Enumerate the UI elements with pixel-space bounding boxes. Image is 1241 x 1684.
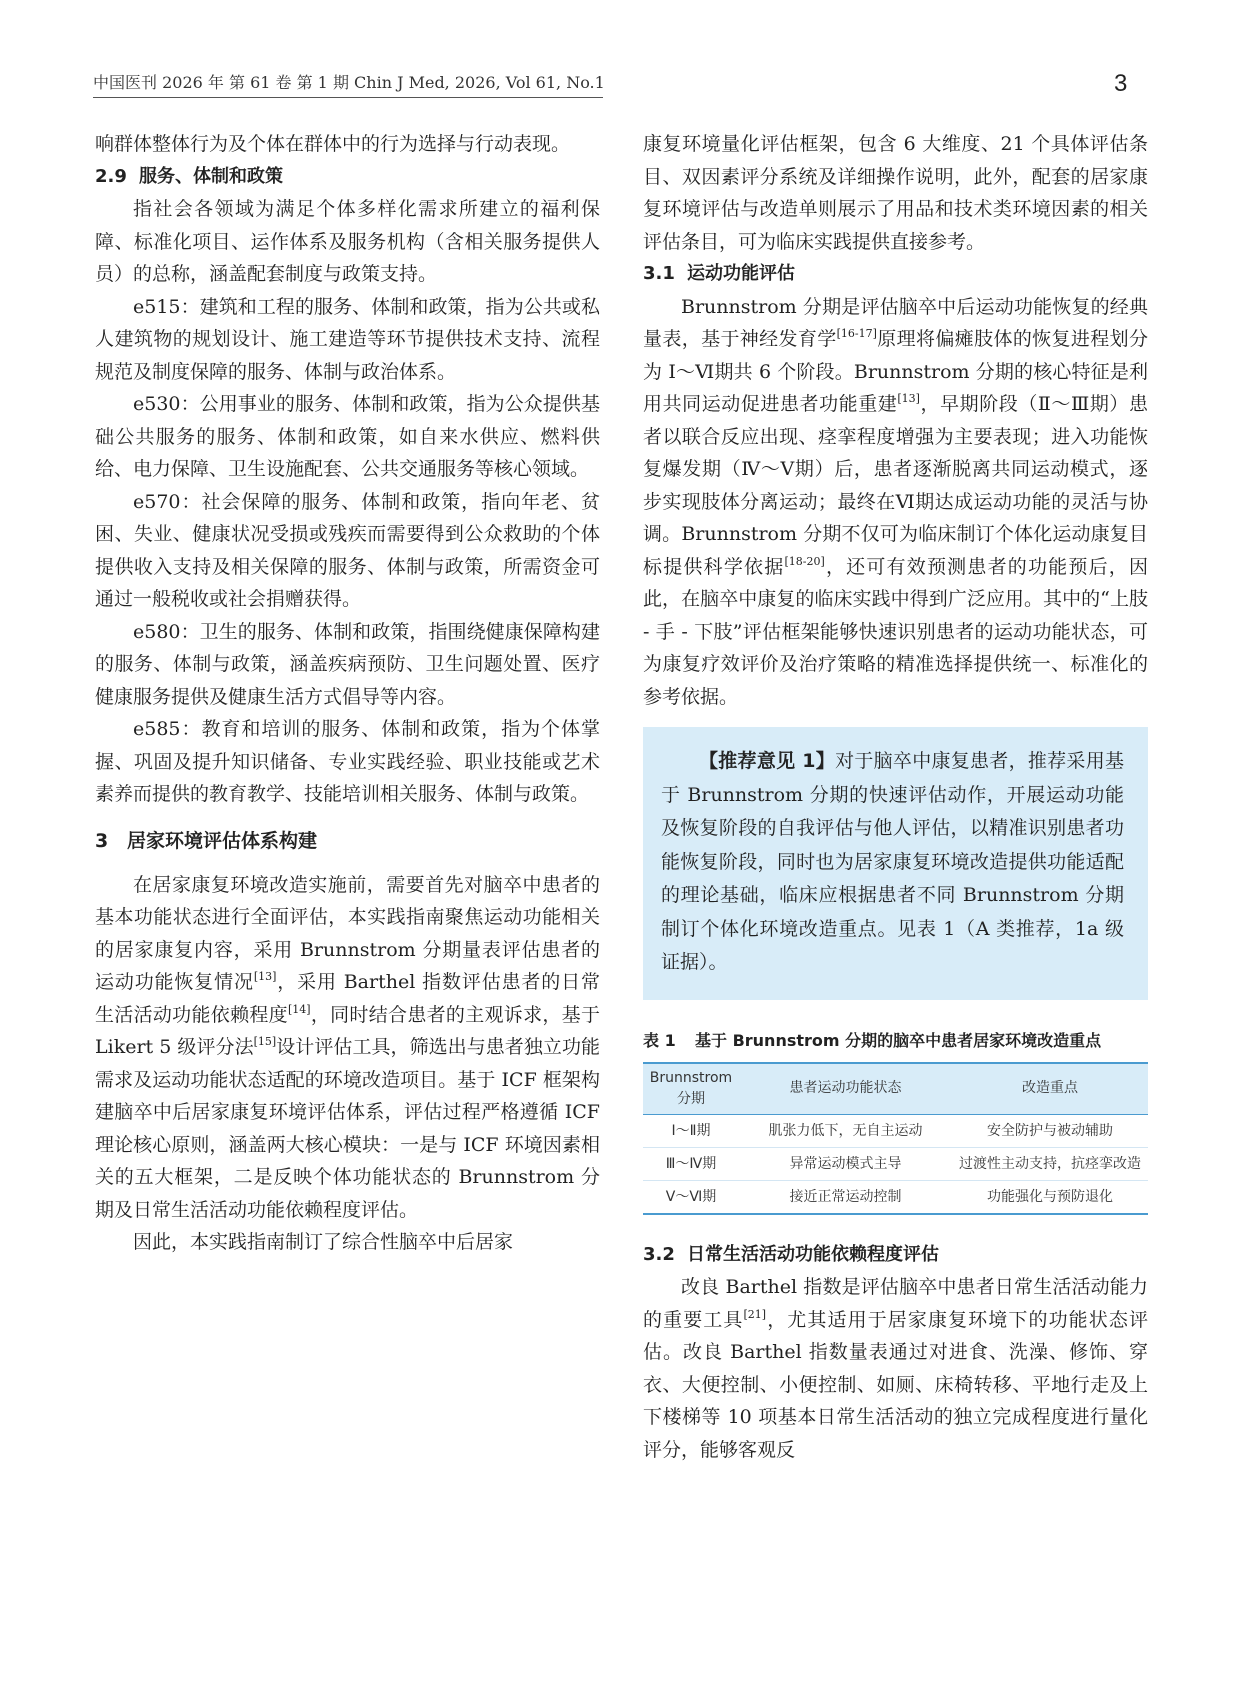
table-cell: 肌张力低下，无自主运动	[739, 1114, 952, 1147]
citation: [16-17]	[836, 327, 877, 340]
table-cell: Ⅲ～Ⅳ期	[643, 1147, 739, 1180]
paragraph-barthel	[643, 1271, 1148, 1466]
table-title: 基于 Brunnstrom 分期的脑卒中患者居家环境改造重点	[695, 1030, 1102, 1050]
paragraph-e580: e580：卫生的服务、体制和政策，指围绕健康保障构建的服务、体制与政策，涵盖疾病预防、卫生问题处置、医疗健康服务提供及健康生活方式倡导等内容。	[95, 620, 600, 708]
right-column	[643, 128, 1148, 1466]
section-number: 2.9	[95, 165, 127, 187]
table-cell: 接近正常运动控制	[739, 1180, 952, 1214]
paragraph-e515: e515：建筑和工程的服务、体制和政策，指为公共或私人建筑物的规划设计、施工建造等环节提供技术支持、流程规范及制度保障的服务、体制与政治体系。	[95, 295, 600, 383]
text-run: ，还可有效预测患者的功能预后，因此，在脑卒中康复的临床实践中得到广泛应用。其中的“上肢 - 手 - 下肢”评估框架能够快速识别患者的运动功能状态，可为康复疗效评价及治疗策略的精准选择提供统一、标准化的参考依据。	[643, 555, 1148, 708]
table-cell: 异常运动模式主导	[739, 1147, 952, 1180]
table-caption	[643, 1030, 1148, 1052]
citation: [18-20]	[784, 554, 825, 568]
text-run: 在居家康复环境改造实施前，需要首先对脑卒中患者的基本功能状态进行全面评估，本实践指南聚焦运动功能相关的居家康复内容，采用 Brunnstrom 分期量表评估患者的运动功能恢复情况	[95, 873, 600, 993]
section-title: 居家环境评估体系构建	[127, 829, 318, 852]
text-run: 设计评估工具，筛选出与患者独立功能需求及运动功能状态适配的环境改造项目。基于 ICF 框架构建脑卒中后居家康复环境评估体系，评估过程严格遵循 ICF 理论核心原则，涵盖两大核心模块：一是与 ICF 环境因素相关的五大框架，二是反映个体功能状态的 Brunnstrom 分期及日常生活活动功能依赖程度评估。	[95, 1036, 600, 1221]
table-row	[643, 1147, 1148, 1180]
paragraph-assessment-intro	[95, 869, 600, 1227]
paragraph-brunnstrom	[643, 291, 1148, 714]
text-run: ，同时结合患者的主观诉求，基于 Likert 5 级评分法	[95, 1003, 600, 1058]
table-cell: 功能强化与预防退化	[952, 1180, 1148, 1214]
citation: [15]	[253, 1035, 277, 1048]
text-run: ，早期阶段（Ⅱ～Ⅲ期）患者以联合反应出现、痉挛程度增强为主要表现；进入功能恢复爆发期（Ⅳ～Ⅴ期）后，患者逐渐脱离共同运动模式，逐步实现肢体分离运动；最终在Ⅵ期达成运动功能的灵活与协调。Brunnstrom 分期不仅可为临床制订个体化运动康复目标提供科学依据	[643, 393, 1148, 578]
paragraph-e585: e585：教育和培训的服务、体制和政策，指为个体掌握、巩固及提升知识储备、专业实践经验、职业技能或艺术素养而提供的教育教学、技能培训相关服务、体制与政策。	[95, 718, 600, 805]
column-header: Brunnstrom 分期	[643, 1063, 739, 1115]
section-title: 服务、体制和政策	[139, 165, 283, 187]
paragraph-e570: e570：社会保障的服务、体制和政策，指向年老、贫困、失业、健康状况受损或残疾而需要得到公众救助的个体提供收入支持及相关保障的服务、体制与政策，所需资金可通过一般税收或社会捐赠获得。	[95, 490, 600, 610]
section-title: 运动功能评估	[687, 263, 795, 284]
recommendation-box	[643, 727, 1148, 1000]
column-header: 患者运动功能状态	[739, 1063, 952, 1115]
column-header: 改造重点	[952, 1063, 1148, 1115]
table-row	[643, 1180, 1148, 1214]
table-cell: Ⅴ～Ⅵ期	[643, 1180, 739, 1214]
section-2-9-heading	[95, 161, 600, 194]
text-run: 原理将偏瘫肢体的恢复进程划分为 Ⅰ～Ⅵ期共 6 个阶段。Brunnstrom 分期的核心特征是利用共同运动促进患者功能重建	[643, 328, 1148, 415]
text-run: 对于脑卒中康复患者，推荐采用基于 Brunnstrom 分期的快速评估动作，开展运动功能及恢复阶段的自我评估与他人评估，以精准识别患者功能恢复阶段，同时也为居家康复环境改造提供功能适配的理论基础，临床应根据患者不同 Brunnstrom 分期制订个体化环境改造重点。见表 1（A 类推荐，1a 级证据）。	[661, 750, 1124, 973]
page-number: 3	[1114, 70, 1128, 97]
text-run: ，尤其适用于居家康复环境下的功能状态评估。改良 Barthel 指数量表通过对进食、洗澡、修饰、穿衣、大便控制、小便控制、如厕、床椅转移、平地行走及上下楼梯等 10 项基本日常生活活动的独立完成程度进行量化评分，能够客观反	[643, 1308, 1148, 1461]
left-column	[95, 128, 600, 1259]
paragraph-services: 指社会各领域为满足个体多样化需求所建立的福利保障、标准化项目、运作体系及服务机构（含相关服务提供人员）的总称，涵盖配套制度与政策支持。	[95, 198, 600, 285]
text-run: Brunnstrom 分期是评估脑卒中后运动功能恢复的经典量表，基于神经发育学	[643, 295, 1148, 350]
table-cell: 安全防护与被动辅助	[952, 1114, 1148, 1147]
table-label: 表 1	[643, 1030, 676, 1050]
table-brunnstrom-modification	[643, 1062, 1148, 1215]
section-number: 3.1	[643, 263, 675, 284]
paragraph-therefore: 因此，本实践指南制订了综合性脑卒中后居家	[133, 1231, 514, 1253]
table-row	[643, 1114, 1148, 1147]
table-cell: 过渡性主动支持，抗痉挛改造	[952, 1147, 1148, 1180]
section-3-1-heading	[643, 258, 1148, 291]
running-head: 中国医刊 2026 年 第 61 卷 第 1 期 Chin J Med, 2026, Vol 61, No.1	[93, 70, 603, 98]
table-cell: Ⅰ～Ⅱ期	[643, 1114, 739, 1147]
table-header-row	[643, 1063, 1148, 1115]
recommendation-text	[661, 745, 1124, 980]
citation: [13]	[253, 970, 277, 983]
section-3-2-heading	[643, 1239, 1148, 1272]
paragraph-continued: 响群体整体行为及个体在群体中的行为选择与行动表现。	[95, 133, 571, 155]
section-3-heading	[95, 825, 600, 857]
citation: [14]	[287, 1002, 311, 1016]
citation: [13]	[897, 392, 920, 405]
section-title: 日常生活活动功能依赖程度评估	[687, 1243, 939, 1265]
recommendation-title: 【推荐意见 1】	[699, 750, 836, 772]
text-run: ，采用 Barthel 指数评估患者的日常生活活动功能依赖程度	[95, 971, 600, 1026]
paragraph-continued: 康复环境量化评估框架，包含 6 大维度、21 个具体评估条目、双因素评分系统及详细操作说明，此外，配套的居家康复环境评估与改造单则展示了用品和技术类环境因素的相关评估条目，可为临床实践提供直接参考。	[643, 133, 1148, 253]
section-number: 3	[95, 829, 109, 852]
paragraph-e530: e530：公用事业的服务、体制和政策，指为公众提供基础公共服务的服务、体制和政策，如自来水供应、燃料供给、电力保障、卫生设施配套、公共交通服务等核心领域。	[95, 393, 600, 480]
text-run: 改良 Barthel 指数是评估脑卒中患者日常生活活动能力的重要工具	[643, 1276, 1148, 1331]
section-number: 3.2	[643, 1243, 675, 1265]
citation: [21]	[743, 1307, 767, 1321]
